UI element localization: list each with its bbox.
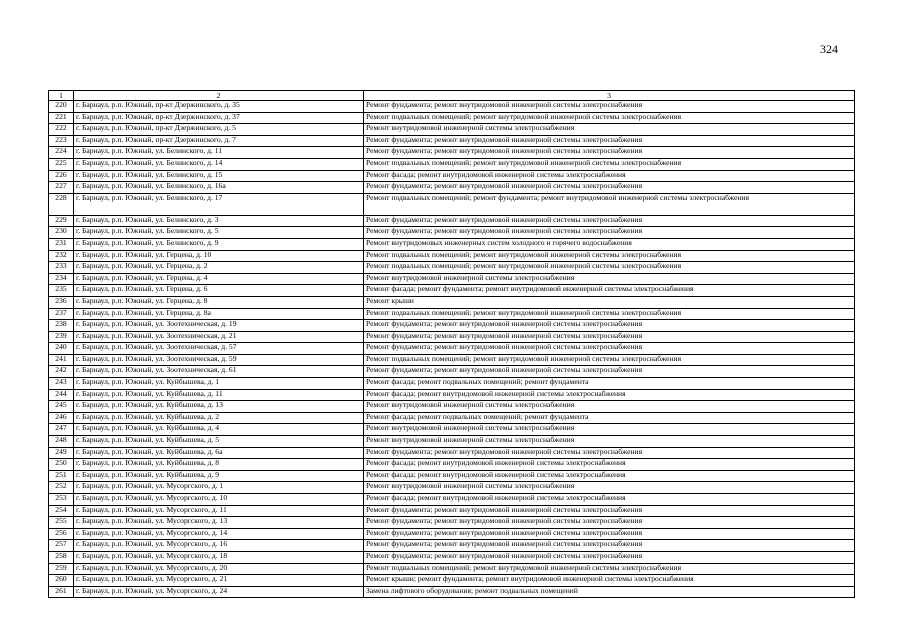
cell-address: г. Барнаул, р.п. Южный, ул. Куйбышева, д. 2 [74,412,364,424]
cell-work: Замена лифтового оборудования; ремонт подвальных помещений [364,586,855,598]
cell-number: 246 [49,412,74,424]
table-row [49,482,855,494]
cell-work: Ремонт фундамента; ремонт внутридомовой инженерной системы электроснабжения [364,147,855,159]
cell-number: 261 [49,586,74,598]
cell-address: г. Барнаул, р.п. Южный, ул. Куйбышева, д. 8 [74,459,364,471]
cell-address: г. Барнаул, р.п. Южный, ул. Мусоргского, д. 11 [74,505,364,517]
table-row [49,389,855,401]
cell-work: Ремонт внутридомовой инженерной системы электроснабжения [364,401,855,413]
cell-work: Ремонт фундамента; ремонт внутридомовой инженерной системы электроснабжения [364,331,855,343]
cell-address: г. Барнаул, р.п. Южный, ул. Герцена, д. 8 [74,296,364,308]
cell-number: 259 [49,563,74,575]
cell-number: 253 [49,494,74,506]
cell-number: 236 [49,296,74,308]
table-row [49,586,855,598]
table-row [49,101,855,113]
cell-number: 232 [49,250,74,262]
table-row [49,250,855,262]
cell-address: г. Барнаул, р.п. Южный, ул. Герцена, д. 4 [74,273,364,285]
cell-number: 222 [49,124,74,136]
cell-work: Ремонт подвальных помещений; ремонт внутридомовой инженерной системы электроснабжения [364,563,855,575]
table-header-row [49,91,855,101]
table-row [49,135,855,147]
registry-table [48,90,855,598]
cell-address: г. Барнаул, р.п. Южный, ул. Белинского, д. 17 [74,193,364,215]
table-row [49,147,855,159]
cell-work: Ремонт фундамента; ремонт внутридомовой инженерной системы электроснабжения [364,215,855,227]
table-row [49,285,855,297]
table-row [49,505,855,517]
cell-address: г. Барнаул, р.п. Южный, ул. Белинского, д. 15 [74,170,364,182]
table-row [49,331,855,343]
cell-address: г. Барнаул, р.п. Южный, ул. Зоотехническая, д. 59 [74,354,364,366]
cell-number: 254 [49,505,74,517]
cell-address: г. Барнаул, р.п. Южный, ул. Мусоргского, д. 10 [74,494,364,506]
cell-number: 231 [49,238,74,250]
cell-work: Ремонт фундамента; ремонт внутридомовой инженерной системы электроснабжения [364,528,855,540]
page-number: 324 [820,42,838,56]
cell-number: 233 [49,262,74,274]
cell-address: г. Барнаул, р.п. Южный, ул. Зоотехническая, д. 57 [74,343,364,355]
cell-address: г. Барнаул, р.п. Южный, ул. Куйбышева, д. 11 [74,389,364,401]
cell-address: г. Барнаул, р.п. Южный, ул. Белинского, д. 16а [74,182,364,194]
table-row [49,378,855,390]
table-row [49,575,855,587]
cell-work: Ремонт внутридомовой инженерной системы электроснабжения [364,273,855,285]
cell-work: Ремонт фасада; ремонт внутридомовой инженерной системы электроснабжения [364,170,855,182]
cell-number: 225 [49,158,74,170]
cell-number: 250 [49,459,74,471]
cell-work: Ремонт фундамента; ремонт внутридомовой инженерной системы электроснабжения [364,343,855,355]
cell-number: 257 [49,540,74,552]
cell-number: 247 [49,424,74,436]
cell-number: 226 [49,170,74,182]
cell-number: 230 [49,227,74,239]
table-row [49,193,855,215]
table-row [49,296,855,308]
cell-address: г. Барнаул, р.п. Южный, ул. Белинского, д. 5 [74,227,364,239]
cell-address: г. Барнаул, р.п. Южный, ул. Белинского, д. 3 [74,215,364,227]
cell-number: 244 [49,389,74,401]
cell-work: Ремонт фундамента; ремонт внутридомовой инженерной системы электроснабжения [364,540,855,552]
cell-address: г. Барнаул, р.п. Южный, ул. Мусоргского, д. 13 [74,517,364,529]
cell-address: г. Барнаул, р.п. Южный, ул. Куйбышева, д. 6а [74,447,364,459]
cell-work: Ремонт внутридомовой инженерной системы электроснабжения [364,124,855,136]
table-row [49,320,855,332]
cell-address: г. Барнаул, р.п. Южный, ул. Мусоргского, д. 21 [74,575,364,587]
cell-work: Ремонт фасада; ремонт внутридомовой инженерной системы электроснабжения [364,389,855,401]
cell-address: г. Барнаул, р.п. Южный, пр-кт Дзержинского, д. 37 [74,112,364,124]
cell-address: г. Барнаул, р.п. Южный, пр-кт Дзержинского, д. 5 [74,124,364,136]
cell-work: Ремонт фундамента; ремонт внутридомовой инженерной системы электроснабжения [364,182,855,194]
cell-number: 243 [49,378,74,390]
cell-work: Ремонт фасада; ремонт подвальных помещений; ремонт фундамента [364,378,855,390]
table-row [49,447,855,459]
cell-work: Ремонт фундамента; ремонт внутридомовой инженерной системы электроснабжения [364,551,855,563]
cell-number: 227 [49,182,74,194]
table-row [49,366,855,378]
column-header-work: 3 [364,91,855,101]
table-row [49,308,855,320]
table-row [49,517,855,529]
cell-work: Ремонт внутридомовых инженерных систем холодного и горячего водоснабжения [364,238,855,250]
table-row [49,424,855,436]
cell-address: г. Барнаул, р.п. Южный, ул. Герцена, д. 10 [74,250,364,262]
cell-address: г. Барнаул, р.п. Южный, ул. Куйбышева, д. 13 [74,401,364,413]
cell-work: Ремонт подвальных помещений; ремонт внутридомовой инженерной системы электроснабжения [364,308,855,320]
cell-work: Ремонт подвальных помещений; ремонт фундамента; ремонт внутридомовой инженерной системы электроснабжения [364,193,855,215]
cell-number: 237 [49,308,74,320]
cell-address: г. Барнаул, р.п. Южный, ул. Мусоргского, д. 1 [74,482,364,494]
cell-number: 220 [49,101,74,113]
table-row [49,528,855,540]
table-row [49,227,855,239]
cell-number: 234 [49,273,74,285]
cell-work: Ремонт подвальных помещений; ремонт внутридомовой инженерной системы электроснабжения [364,354,855,366]
cell-address: г. Барнаул, р.п. Южный, ул. Зоотехническая, д. 21 [74,331,364,343]
table-row [49,436,855,448]
cell-work: Ремонт внутридомовой инженерной системы электроснабжения [364,424,855,436]
cell-address: г. Барнаул, р.п. Южный, ул. Мусоргского, д. 24 [74,586,364,598]
table-row [49,343,855,355]
cell-work: Ремонт фасада; ремонт внутридомовой инженерной системы электроснабжения [364,459,855,471]
cell-address: г. Барнаул, р.п. Южный, ул. Куйбышева, д. 1 [74,378,364,390]
cell-address: г. Барнаул, р.п. Южный, ул. Куйбышева, д. 5 [74,436,364,448]
cell-address: г. Барнаул, р.п. Южный, пр-кт Дзержинского, д. 7 [74,135,364,147]
table-row [49,182,855,194]
cell-number: 235 [49,285,74,297]
cell-number: 228 [49,193,74,215]
cell-number: 251 [49,470,74,482]
table-row [49,494,855,506]
cell-number: 260 [49,575,74,587]
cell-number: 238 [49,320,74,332]
cell-work: Ремонт фундамента; ремонт внутридомовой инженерной системы электроснабжения [364,101,855,113]
column-header-number: 1 [49,91,74,101]
table-row [49,170,855,182]
cell-number: 224 [49,147,74,159]
cell-address: г. Барнаул, р.п. Южный, ул. Зоотехническая, д. 19 [74,320,364,332]
cell-address: г. Барнаул, р.п. Южный, ул. Мусоргского, д. 20 [74,563,364,575]
cell-work: Ремонт фундамента; ремонт внутридомовой инженерной системы электроснабжения [364,227,855,239]
cell-work: Ремонт внутридомовой инженерной системы электроснабжения [364,482,855,494]
cell-work: Ремонт фасада; ремонт фундамента; ремонт внутридомовой инженерной системы электроснабжения [364,285,855,297]
cell-address: г. Барнаул, р.п. Южный, ул. Герцена, д. 6 [74,285,364,297]
table-row [49,563,855,575]
table-row [49,551,855,563]
cell-number: 242 [49,366,74,378]
cell-work: Ремонт подвальных помещений; ремонт внутридомовой инженерной системы электроснабжения [364,250,855,262]
cell-number: 221 [49,112,74,124]
table-row [49,238,855,250]
cell-work: Ремонт фундамента; ремонт внутридомовой инженерной системы электроснабжения [364,447,855,459]
cell-work: Ремонт фасада; ремонт подвальных помещений; ремонт фундамента [364,412,855,424]
cell-number: 241 [49,354,74,366]
cell-address: г. Барнаул, р.п. Южный, ул. Мусоргского, д. 16 [74,540,364,552]
cell-address: г. Барнаул, р.п. Южный, пр-кт Дзержинского, д. 35 [74,101,364,113]
table-row [49,273,855,285]
cell-number: 256 [49,528,74,540]
table-row [49,459,855,471]
cell-work: Ремонт фундамента; ремонт внутридомовой инженерной системы электроснабжения [364,320,855,332]
cell-number: 240 [49,343,74,355]
cell-work: Ремонт внутридомовой инженерной системы электроснабжения [364,436,855,448]
cell-work: Ремонт подвальных помещений; ремонт внутридомовой инженерной системы электроснабжения [364,158,855,170]
cell-number: 239 [49,331,74,343]
cell-number: 248 [49,436,74,448]
cell-number: 245 [49,401,74,413]
table-row [49,262,855,274]
cell-address: г. Барнаул, р.п. Южный, ул. Куйбышева, д. 4 [74,424,364,436]
cell-work: Ремонт фундамента; ремонт внутридомовой инженерной системы электроснабжения [364,366,855,378]
cell-work: Ремонт фундамента; ремонт внутридомовой инженерной системы электроснабжения [364,505,855,517]
table-row [49,470,855,482]
cell-number: 229 [49,215,74,227]
cell-work: Ремонт фасада; ремонт внутридомовой инженерной системы электроснабжения [364,494,855,506]
cell-address: г. Барнаул, р.п. Южный, ул. Белинского, д. 9 [74,238,364,250]
cell-number: 249 [49,447,74,459]
cell-address: г. Барнаул, р.п. Южный, ул. Зоотехническая, д. 61 [74,366,364,378]
cell-address: г. Барнаул, р.п. Южный, ул. Герцена, д. 8а [74,308,364,320]
table-row [49,158,855,170]
cell-number: 255 [49,517,74,529]
cell-number: 223 [49,135,74,147]
cell-work: Ремонт подвальных помещений; ремонт внутридомовой инженерной системы электроснабжения [364,262,855,274]
table-row [49,112,855,124]
cell-number: 258 [49,551,74,563]
cell-address: г. Барнаул, р.п. Южный, ул. Мусоргского, д. 14 [74,528,364,540]
table-row [49,401,855,413]
column-header-address: 2 [74,91,364,101]
cell-work: Ремонт фасада; ремонт внутридомовой инженерной системы электроснабжения [364,470,855,482]
table-row [49,124,855,136]
cell-address: г. Барнаул, р.п. Южный, ул. Герцена, д. 2 [74,262,364,274]
cell-address: г. Барнаул, р.п. Южный, ул. Белинского, д. 14 [74,158,364,170]
table-row [49,412,855,424]
cell-address: г. Барнаул, р.п. Южный, ул. Белинского, д. 11 [74,147,364,159]
cell-work: Ремонт крыши [364,296,855,308]
cell-work: Ремонт крыши; ремонт фундамента; ремонт внутридомовой инженерной системы электроснабжения [364,575,855,587]
cell-address: г. Барнаул, р.п. Южный, ул. Мусоргского, д. 18 [74,551,364,563]
table-row [49,354,855,366]
table-row [49,215,855,227]
table-body [49,101,855,598]
cell-work: Ремонт подвальных помещений; ремонт внутридомовой инженерной системы электроснабжения [364,112,855,124]
table-row [49,540,855,552]
cell-work: Ремонт фундамента; ремонт внутридомовой инженерной системы электроснабжения [364,135,855,147]
cell-address: г. Барнаул, р.п. Южный, ул. Куйбышева, д. 9 [74,470,364,482]
cell-number: 252 [49,482,74,494]
cell-work: Ремонт фундамента; ремонт внутридомовой инженерной системы электроснабжения [364,517,855,529]
